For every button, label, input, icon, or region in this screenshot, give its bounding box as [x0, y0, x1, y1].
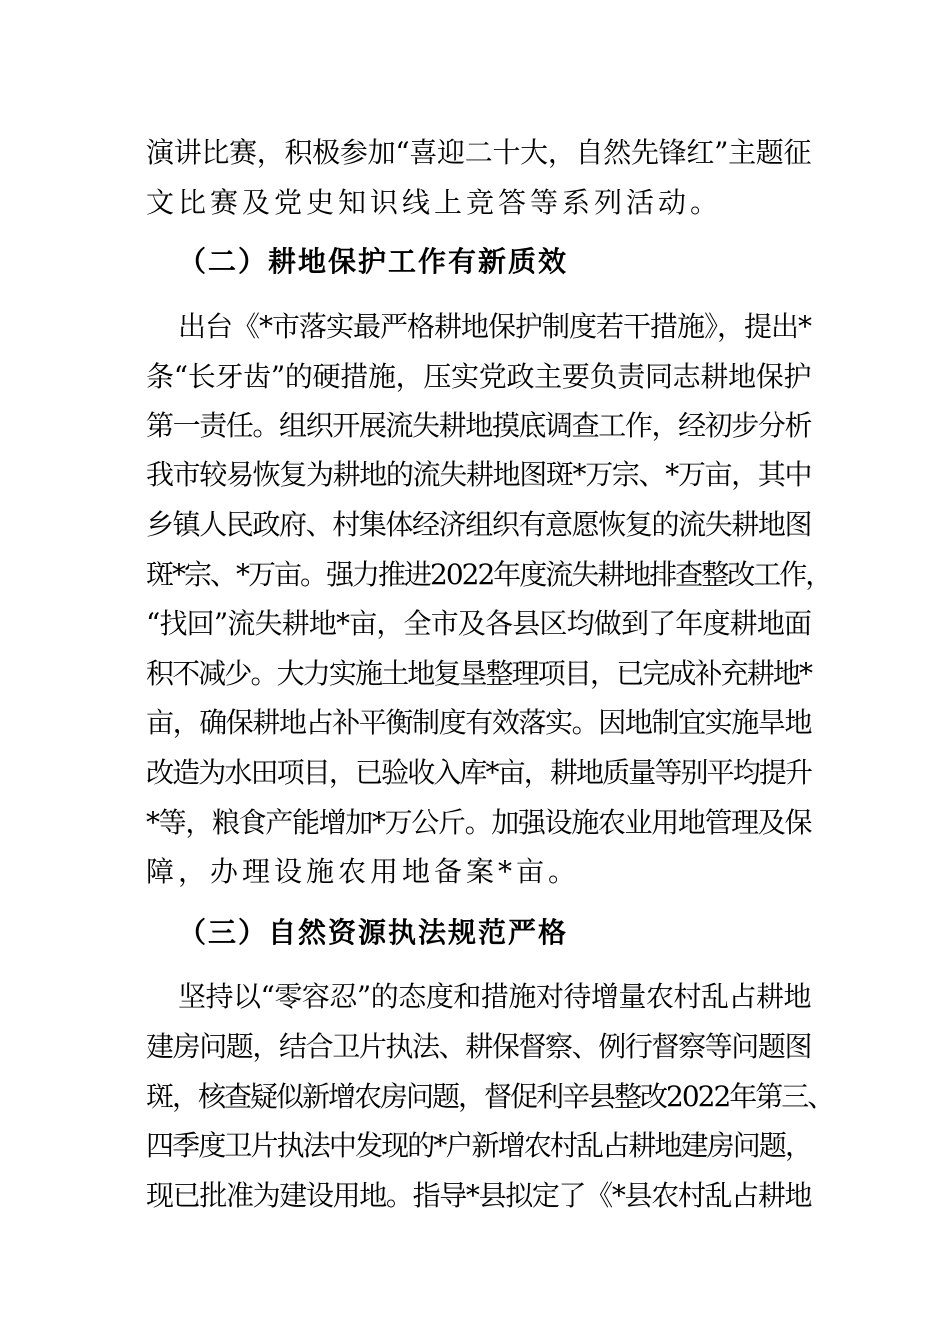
paragraph-line: 亩，确保耕地占补平衡制度有效落实。因地制宜实施旱地 [146, 706, 811, 739]
paragraph-line: 改造为水田项目，已验收入库*亩，耕地质量等别平均提升 [146, 756, 811, 789]
paragraph-line: 出台《*市落实最严格耕地保护制度若干措施》，提出* [178, 310, 812, 343]
paragraph-line: 我市较易恢复为耕地的流失耕地图斑*万宗、*万亩，其中 [146, 458, 811, 491]
paragraph-line: 条“长牙齿”的硬措施，压实党政主要负责同志耕地保护 [146, 360, 811, 393]
paragraph-line: 积不减少。大力实施土地复垦整理项目，已完成补充耕地* [146, 657, 811, 690]
paragraph-line: 障，办理设施农用地备案*亩。 [146, 855, 581, 888]
section-heading: （三）自然资源执法规范严格 [178, 916, 569, 949]
paragraph-line: 斑，核查疑似新增农房问题，督促利辛县整改2022年第三、 [146, 1080, 834, 1113]
paragraph-line: 第一责任。组织开展流失耕地摸底调查工作，经初步分析 [146, 409, 811, 442]
paragraph-line: 乡镇人民政府、村集体经济组织有意愿恢复的流失耕地图 [146, 508, 811, 541]
paragraph-line: 斑*宗、*万亩。强力推进2022年度流失耕地排查整改工作， [146, 558, 832, 591]
section-heading: （二）耕地保护工作有新质效 [178, 245, 569, 278]
paragraph-line: 四季度卫片执法中发现的*户新增农村乱占耕地建房问题， [146, 1129, 811, 1162]
paragraph-line: *等，粮食产能增加*万公斤。加强设施农业用地管理及保 [146, 806, 811, 839]
paragraph-line: 坚持以“零容忍”的态度和措施对待增量农村乱占耕地 [178, 980, 811, 1013]
paragraph-line: 演讲比赛，积极参加“喜迎二十大，自然先锋红”主题征 [146, 136, 811, 169]
paragraph-line: “找回”流失耕地*亩，全市及各县区均做到了年度耕地面 [146, 607, 811, 640]
paragraph-line: 文比赛及党史知识线上竞答等系列活动。 [146, 186, 723, 219]
paragraph-line: 现已批准为建设用地。指导*县拟定了《*县农村乱占耕地 [146, 1179, 811, 1212]
paragraph-line: 建房问题，结合卫片执法、耕保督察、例行督察等问题图 [146, 1030, 811, 1063]
